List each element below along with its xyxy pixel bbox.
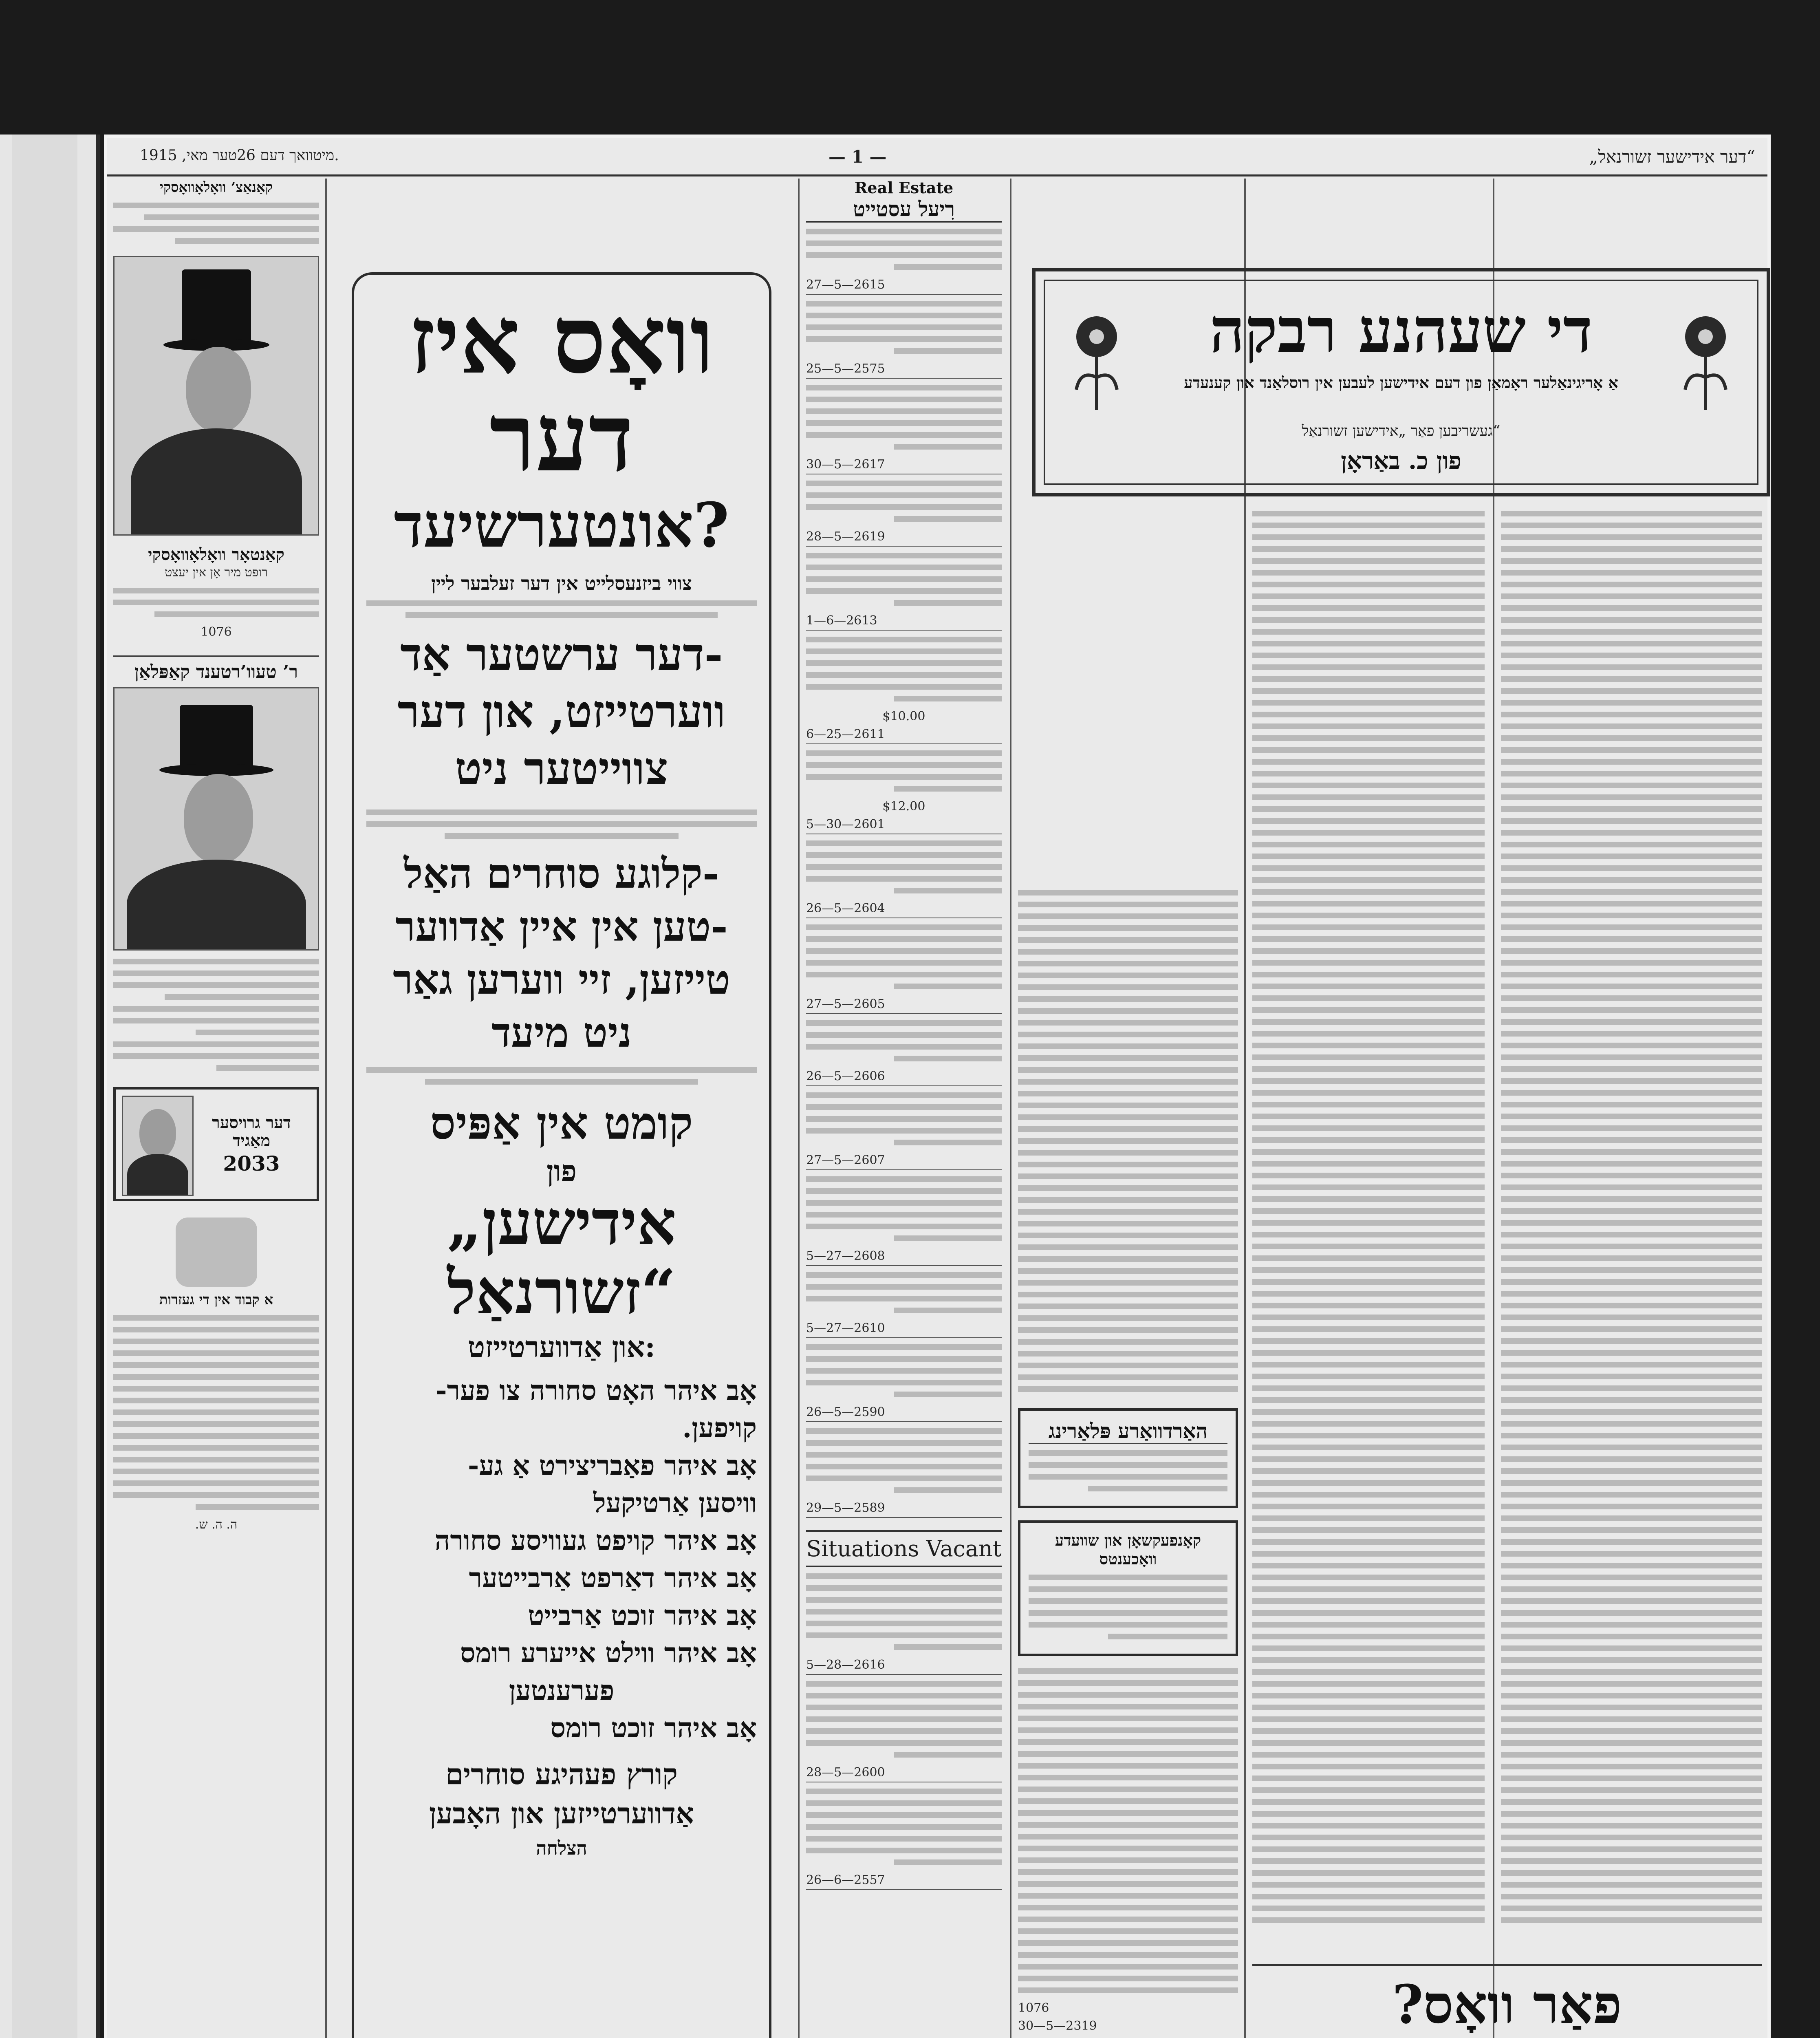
cantor-ad-line: רופּט מיר אָן אין יעצט	[165, 565, 268, 580]
listing-ref: 2610—27—5	[806, 1319, 1002, 1338]
situation-listing	[806, 1681, 1002, 1758]
maggid-photo	[122, 1096, 194, 1196]
portrait-photo-1	[113, 256, 319, 536]
rabbi-ad-title: ר’ טעוו’רטענד קאַפּלאַן	[113, 655, 319, 681]
hardware-ad-text	[1029, 1450, 1227, 1491]
real-estate-listing	[806, 750, 1002, 792]
real-estate-listing	[806, 1272, 1002, 1313]
listing-ref: 2600—5—28	[806, 1764, 1002, 1782]
listing-ref: 2616—28—5	[806, 1656, 1002, 1675]
cantor-ad-text	[113, 588, 319, 617]
serial-text-right	[1501, 511, 1762, 1923]
serial-title: די שעהנע רבקה	[1210, 295, 1593, 366]
serial-title-box	[1032, 268, 1770, 496]
ad-from: פון	[546, 1154, 577, 1188]
serial-column-middle	[1252, 505, 1485, 1929]
middle-ref-1: 1076	[1018, 2001, 1049, 2015]
serial-column-right	[1501, 505, 1762, 1929]
ad-closing-3: הצלחה	[536, 1837, 587, 1859]
listing-ref: 2605—5—27	[806, 995, 1002, 1014]
ad-third-line: צווייטער ניט	[455, 742, 668, 795]
listing-ref: 2575—5—25	[806, 360, 1002, 379]
crest-emblem	[176, 1218, 257, 1287]
listing-ref: 2590—5—26	[806, 1403, 1002, 1422]
left-bottom-text	[113, 1315, 319, 1510]
issue-date: מיטוואך דעם 26טער מאי, 1915.	[140, 147, 339, 164]
listing-ref: 2607—5—27	[806, 1151, 1002, 1170]
real-estate-listing	[806, 1092, 1002, 1145]
listing-ref: 2619—5—28	[806, 528, 1002, 547]
listing-price: $10.00	[882, 709, 925, 723]
ad-paper-name-1: „אידישען	[447, 1187, 676, 1259]
listing-ref: 2606—5—26	[806, 1068, 1002, 1086]
listing-ref: 2613—6—1	[806, 612, 1002, 631]
ad-bullet-5: אָב איהר זוכט אַרבייט	[528, 1599, 757, 1631]
serial-text-middle	[1252, 511, 1485, 1923]
serial-author: פון כ. באַראָן	[1341, 447, 1461, 474]
situations-listings	[806, 1573, 1002, 1890]
newspaper-page	[104, 135, 1771, 2038]
listing-ref: 2601—30—5	[806, 816, 1002, 834]
ad-second-line: ווערטייזט, און דער	[397, 685, 726, 738]
real-estate-listing	[806, 924, 1002, 989]
ad-bullet-2b: וויסען אַרטיקעל	[593, 1487, 757, 1519]
situation-listing	[806, 1573, 1002, 1650]
situations-heading: Situations Vacant	[806, 1530, 1002, 1567]
listing-ref: 2589—5—29	[806, 1499, 1002, 1518]
ad-bullet-4: אָב איהר דאַרפט אַרבייטער	[469, 1562, 757, 1594]
cantor-ad-phone: 1076	[201, 625, 232, 639]
ad-bullet-2: אָב איהר פאַבריצירט אַ גע-	[467, 1449, 757, 1481]
ad-clever-3: טייזען, זיי ווערען גאַר	[393, 955, 730, 1004]
real-estate-heading-en: Real Estate	[854, 179, 954, 197]
ad-mid-text	[366, 1067, 757, 1085]
ad-paper-name-2: זשורנאַל“	[447, 1256, 676, 1328]
rabbi-ad-text	[113, 959, 319, 1071]
left-top-heading: קאַנאַצ’ וואָלאָוואָסקי	[159, 179, 273, 196]
real-estate-listing	[806, 1176, 1002, 1241]
real-estate-heading-yi: רִיעל עסטייט	[806, 197, 1002, 223]
page-number: — 1 —	[828, 147, 887, 167]
middle-text-2	[1018, 1668, 1238, 1993]
left-footer: ה. ה. ש.	[195, 1517, 238, 1532]
hardware-ad-title: האַרדוואַרע פּלאַרינג	[1029, 1419, 1227, 1444]
middle-text-1	[1018, 890, 1238, 1392]
maggid-phone: 2033	[223, 1151, 280, 1176]
ad-clever-2: טען אין איין אַדווער-	[395, 902, 728, 951]
serial-written-for: געשריבען פאַר „אידישען זשורנאַל“	[1302, 423, 1501, 439]
real-estate-listing	[806, 301, 1002, 354]
left-top-text	[113, 203, 319, 244]
ad-bullet-1: אָב איהר האָט סחורה צו פער-	[436, 1374, 757, 1406]
far-vos-title: פאַר וואָס?	[1392, 1973, 1622, 2036]
real-estate-column	[806, 179, 1002, 1890]
real-estate-listing	[806, 481, 1002, 522]
portrait-photo-2	[113, 687, 319, 951]
hardware-ad-box	[1018, 1408, 1238, 1508]
ad-headline-2: דער	[489, 383, 634, 493]
real-estate-listing	[806, 1428, 1002, 1493]
page-header	[107, 138, 1767, 176]
serial-subtitle: אַ אָריגינאַלער ראָמאַן פון דעם אידישען לעבען אין רוסלאַנד און קענעדע	[1184, 373, 1618, 392]
ad-headline-3: אונטערשיעד?	[394, 490, 729, 561]
ad-bullet-3: אָב איהר קויפט געוויסע סחורה	[434, 1524, 757, 1556]
real-estate-listing	[806, 553, 1002, 606]
column-rule	[325, 179, 327, 2038]
listing-ref: 2615—5—27	[806, 276, 1002, 295]
advertisement-box	[352, 272, 771, 2038]
ad-bullet-6b: פערענטען	[509, 1674, 615, 1706]
middle-ref-2: 2319—5—30	[1018, 2019, 1097, 2033]
left-column	[113, 179, 319, 1534]
ad-bullets	[366, 1372, 757, 1747]
ad-bullet-6: אָב איהר ווילט אייערע רומס	[460, 1637, 757, 1669]
far-vos-section	[1252, 1964, 1762, 2038]
listing-ref: 2611—25—6	[806, 726, 1002, 744]
ad-bullet-7: אָב איהר זוכט רומס	[550, 1712, 757, 1744]
ad-body-text	[366, 809, 757, 839]
masthead: „דער אידישער זשורנאל“	[1589, 147, 1755, 167]
listing-ref: 2557—6—26	[806, 1871, 1002, 1890]
situation-listing	[806, 1789, 1002, 1865]
confection-ad-box	[1018, 1520, 1238, 1656]
ad-first-line: דער ערשטער אַד-	[400, 628, 723, 681]
adjacent-page-strip	[12, 135, 77, 2038]
listing-ref: 2604—5—26	[806, 900, 1002, 918]
ad-intro-text	[366, 600, 757, 618]
adjacent-page-edge	[0, 135, 100, 2038]
real-estate-listing	[806, 637, 1002, 701]
real-estate-listings	[806, 229, 1002, 1518]
flower-ornament-left	[1064, 308, 1129, 414]
real-estate-listing	[806, 1344, 1002, 1397]
middle-column	[1018, 884, 1238, 2038]
listing-ref: 2617—5—30	[806, 456, 1002, 474]
listing-ref: 2608—27—5	[806, 1247, 1002, 1266]
cantor-ad-title: קאַנטאָר וואָלאָוואָסקי	[148, 545, 284, 564]
flower-ornament-right	[1673, 308, 1738, 414]
real-estate-listing	[806, 840, 1002, 893]
listing-price: $12.00	[882, 799, 925, 814]
ad-bullet-1b: קויפען.	[682, 1412, 757, 1444]
crest-caption: א קבוד אין די געזרות	[159, 1292, 273, 1308]
ad-clever-4: ניט מיעד	[491, 1008, 632, 1056]
ad-advertise: און אַדווערטייזט:	[467, 1330, 656, 1364]
real-estate-listing	[806, 385, 1002, 450]
ad-come-office: קומט אין אַפּיס	[430, 1097, 693, 1149]
ad-closing-2: אַדווערטייזען און האָבען	[429, 1796, 694, 1830]
confection-ad-text	[1029, 1575, 1227, 1639]
column-rule	[798, 179, 800, 2038]
ad-headline-1: וואָס איז	[409, 285, 714, 395]
ad-closing-1: קורץ פעהיגע סוחרים	[445, 1757, 678, 1791]
ad-intro: צווי ביזנעסלייט אין דער זעלבער ליין	[431, 572, 692, 594]
confection-ad-title: קאָנפעקשאָן און שוועדע וואָכענטס	[1055, 1531, 1201, 1568]
maggid-name: דער גרויסער מאַגיד	[212, 1113, 291, 1150]
maggid-ad-box	[113, 1087, 319, 1201]
real-estate-listing	[806, 229, 1002, 270]
ad-clever-1: קלוגע סוחרים האַל-	[403, 849, 720, 898]
column-rule	[1010, 179, 1011, 2038]
real-estate-listing	[806, 1020, 1002, 1061]
